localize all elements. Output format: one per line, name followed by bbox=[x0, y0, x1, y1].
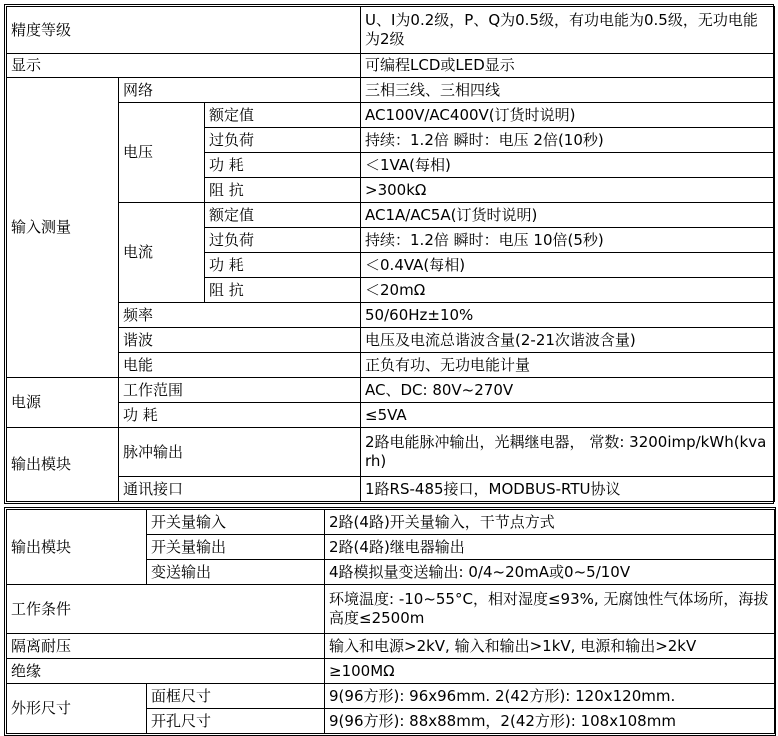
row-network bbox=[7, 78, 775, 103]
energy-value: 正负有功、无功电能计量 bbox=[361, 353, 775, 378]
voltage-rated-value: AC100V/AC400V(订货时说明) bbox=[361, 103, 775, 128]
panel-size-label: 面框尺寸 bbox=[147, 684, 325, 709]
row-display bbox=[7, 54, 775, 78]
row-voltage-rated bbox=[7, 103, 775, 128]
current-overload-label: 过负荷 bbox=[205, 228, 361, 253]
output-module-label-2: 输出模块 bbox=[7, 510, 147, 585]
pulse-output-value: 2路电能脉冲输出，光耦继电器， 常数: 3200imp/kWh(kvarh) bbox=[361, 428, 775, 477]
current-rated-label: 额定值 bbox=[205, 203, 361, 228]
current-impedance-value: ＜20mΩ bbox=[361, 278, 775, 303]
switch-input-value: 2路(4路)开关量输入，干节点方式 bbox=[325, 510, 775, 535]
current-label: 电流 bbox=[119, 203, 205, 303]
output-module-label: 输出模块 bbox=[7, 428, 119, 502]
cutout-size-value: 9(96方形): 88x88mm，2(42方形): 108x108mm bbox=[325, 709, 775, 734]
power-consumption-value: ≤5VA bbox=[361, 403, 775, 428]
power-consumption-label: 功 耗 bbox=[119, 403, 361, 428]
harmonic-label: 谐波 bbox=[119, 328, 361, 353]
accuracy-value: U、I为0.2级，P、Q为0.5级，有功电能为0.5级，无功电能为2级 bbox=[361, 7, 775, 54]
conditions-value: 环境温度: -10~55°C，相对湿度≤93%, 无腐蚀性气体场所，海拔高度≤2500m bbox=[325, 585, 775, 634]
frequency-value: 50/60Hz±10% bbox=[361, 303, 775, 328]
row-insulation bbox=[7, 659, 775, 684]
display-value: 可编程LCD或LED显示 bbox=[361, 54, 775, 78]
voltage-consumption-value: ＜1VA(每相) bbox=[361, 153, 775, 178]
conditions-label: 工作条件 bbox=[7, 585, 325, 634]
isolation-label: 隔离耐压 bbox=[7, 634, 325, 659]
current-consumption-label: 功 耗 bbox=[205, 253, 361, 278]
insulation-value: ≥100MΩ bbox=[325, 659, 775, 684]
transmit-output-label: 变送输出 bbox=[147, 560, 325, 585]
spec-table-main bbox=[4, 4, 774, 504]
current-rated-value: AC1A/AC5A(订货时说明) bbox=[361, 203, 775, 228]
row-current-rated bbox=[7, 203, 775, 228]
row-pulse-output bbox=[7, 428, 775, 477]
voltage-impedance-label: 阻 抗 bbox=[205, 178, 361, 203]
power-range-value: AC、DC: 80V~270V bbox=[361, 378, 775, 403]
isolation-value: 输入和电源>2kV, 输入和输出>1kV, 电源和输出>2kV bbox=[325, 634, 775, 659]
row-conditions bbox=[7, 585, 775, 634]
panel-size-value: 9(96方形): 96x96mm. 2(42方形): 120x120mm. bbox=[325, 684, 775, 709]
row-power-consumption bbox=[7, 403, 775, 428]
row-frequency bbox=[7, 303, 775, 328]
row-panel-size bbox=[7, 684, 775, 709]
power-label: 电源 bbox=[7, 378, 119, 428]
display-label: 显示 bbox=[7, 54, 361, 78]
comm-interface-label: 通讯接口 bbox=[119, 477, 361, 502]
row-harmonic bbox=[7, 328, 775, 353]
voltage-impedance-value: >300kΩ bbox=[361, 178, 775, 203]
comm-interface-value: 1路RS-485接口，MODBUS-RTU协议 bbox=[361, 477, 775, 502]
pulse-output-label: 脉冲输出 bbox=[119, 428, 361, 477]
current-impedance-label: 阻 抗 bbox=[205, 278, 361, 303]
network-value: 三相三线、三相四线 bbox=[361, 78, 775, 103]
frequency-label: 频率 bbox=[119, 303, 361, 328]
dimensions-label: 外形尺寸 bbox=[7, 684, 147, 734]
accuracy-label: 精度等级 bbox=[7, 7, 361, 54]
row-comm-interface bbox=[7, 477, 775, 502]
current-consumption-value: ＜0.4VA(每相) bbox=[361, 253, 775, 278]
voltage-rated-label: 额定值 bbox=[205, 103, 361, 128]
switch-output-value: 2路(4路)继电器输出 bbox=[325, 535, 775, 560]
transmit-output-value: 4路模拟量变送输出: 0/4~20mA或0~5/10V bbox=[325, 560, 775, 585]
row-energy bbox=[7, 353, 775, 378]
network-label: 网络 bbox=[119, 78, 361, 103]
row-isolation bbox=[7, 634, 775, 659]
voltage-label: 电压 bbox=[119, 103, 205, 203]
current-overload-value: 持续：1.2倍 瞬时：电压 10倍(5秒) bbox=[361, 228, 775, 253]
row-accuracy bbox=[7, 7, 775, 54]
spec-sheet bbox=[4, 4, 774, 736]
input-measure-label: 输入测量 bbox=[7, 78, 119, 378]
voltage-overload-label: 过负荷 bbox=[205, 128, 361, 153]
voltage-overload-value: 持续：1.2倍 瞬时：电压 2倍(10秒) bbox=[361, 128, 775, 153]
switch-output-label: 开关量输出 bbox=[147, 535, 325, 560]
energy-label: 电能 bbox=[119, 353, 361, 378]
harmonic-value: 电压及电流总谐波含量(2-21次谐波含量) bbox=[361, 328, 775, 353]
row-switch-input bbox=[7, 510, 775, 535]
power-range-label: 工作范围 bbox=[119, 378, 361, 403]
row-power-range bbox=[7, 378, 775, 403]
voltage-consumption-label: 功 耗 bbox=[205, 153, 361, 178]
spec-table-extra bbox=[4, 507, 776, 736]
insulation-label: 绝缘 bbox=[7, 659, 325, 684]
switch-input-label: 开关量输入 bbox=[147, 510, 325, 535]
cutout-size-label: 开孔尺寸 bbox=[147, 709, 325, 734]
